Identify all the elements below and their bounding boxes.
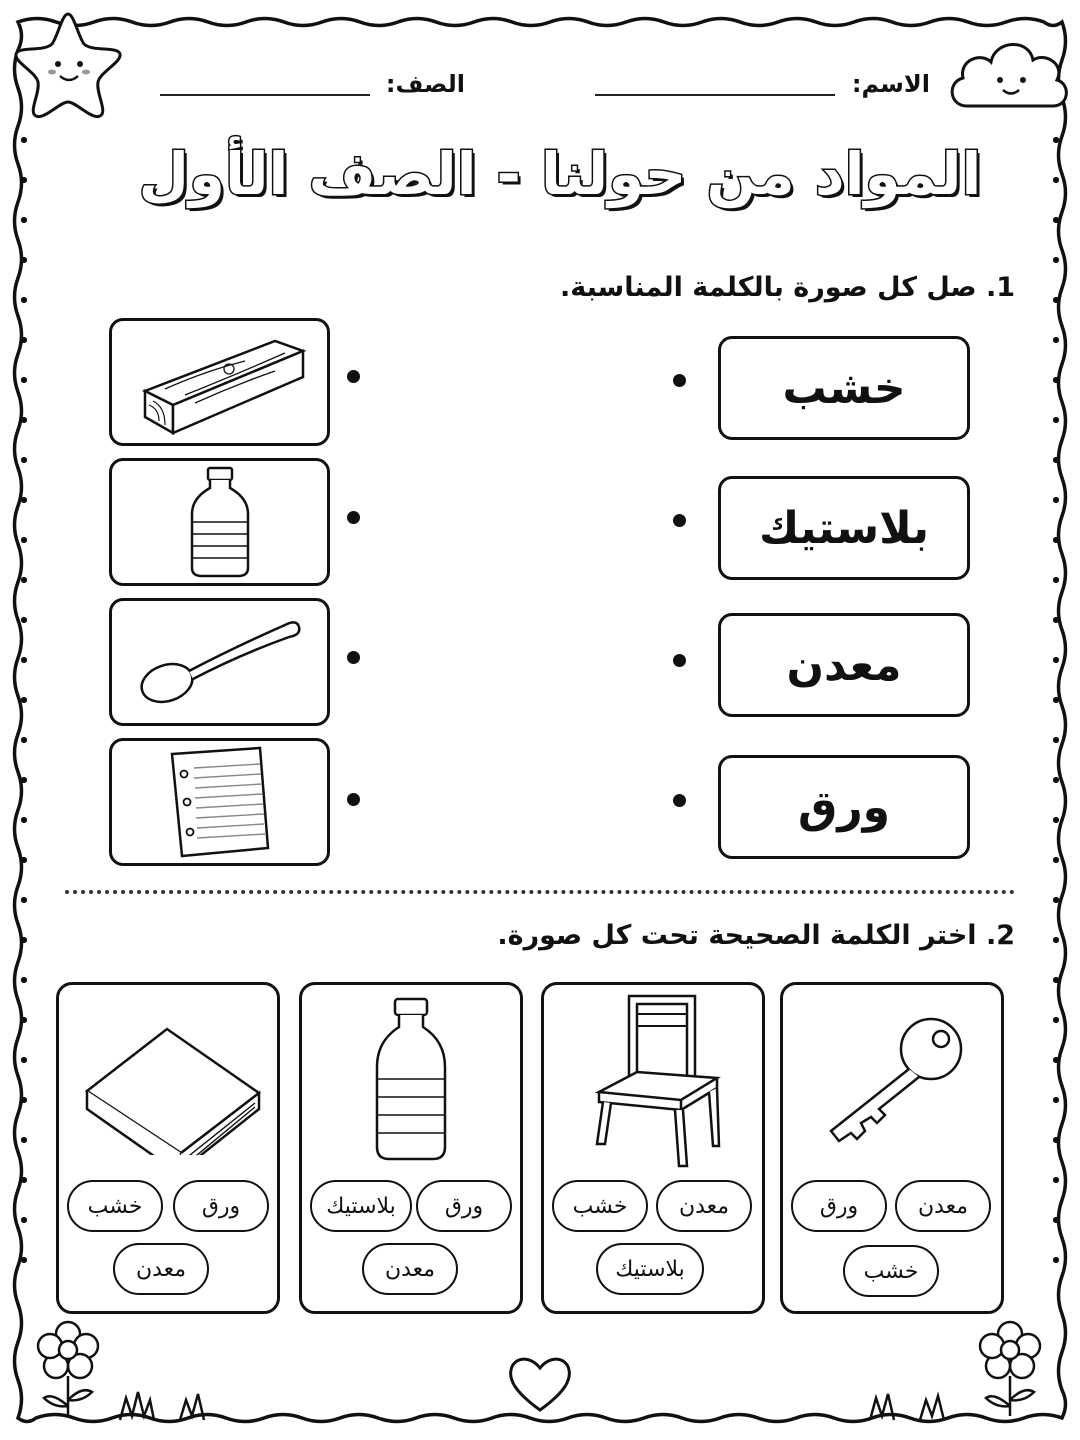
word-box-paper: ورق	[718, 755, 970, 859]
border-bead	[21, 577, 26, 582]
border-bead	[21, 1017, 26, 1022]
border-bead	[1053, 297, 1058, 302]
grass-icon	[870, 1394, 894, 1420]
flower-icon	[860, 1316, 1050, 1426]
border-bead	[1053, 137, 1058, 142]
border-bead	[1053, 1257, 1058, 1262]
match-dot-word-4[interactable]	[673, 794, 686, 807]
instruction-1: 1. صل كل صورة بالكلمة المناسبة.	[559, 272, 1015, 303]
border-bead	[21, 817, 26, 822]
match-dot-picture-2[interactable]	[347, 511, 360, 524]
option-pill[interactable]: معدن	[656, 1180, 752, 1232]
border-bead	[1053, 1217, 1058, 1222]
border-bead	[21, 497, 26, 502]
option-pill[interactable]: ورق	[791, 1180, 887, 1232]
border-bead	[1053, 377, 1058, 382]
border-bead	[1053, 1057, 1058, 1062]
name-label: الاسم:	[851, 70, 930, 98]
border-bead	[1053, 817, 1058, 822]
border-bead	[1053, 577, 1058, 582]
cloud-icon	[945, 30, 1073, 116]
option-pill[interactable]: معدن	[113, 1243, 209, 1295]
option-pill[interactable]: خشب	[552, 1180, 648, 1232]
option-pill[interactable]: ورق	[416, 1180, 512, 1232]
border-bead	[1053, 417, 1058, 422]
choice-card-key	[780, 982, 1004, 1314]
border-bead	[21, 337, 26, 342]
border-bead	[21, 897, 26, 902]
class-label: الصف:	[385, 70, 465, 98]
border-bead	[1053, 1097, 1058, 1102]
border-bead	[1053, 777, 1058, 782]
name-field[interactable]	[595, 94, 835, 96]
spoon-icon	[125, 607, 315, 717]
border-bead	[21, 857, 26, 862]
worksheet-title: المواد من حولنا - الصف الأول	[138, 140, 982, 208]
star-icon	[8, 6, 128, 124]
word-box-metal: معدن	[718, 613, 970, 717]
wood-plank-icon	[125, 327, 315, 437]
chair-icon	[583, 992, 723, 1168]
instruction-2: 2. اختر الكلمة الصحيحة تحت كل صورة.	[497, 920, 1015, 951]
border-bead	[21, 1177, 26, 1182]
choice-card-bottle	[299, 982, 523, 1314]
option-pill[interactable]: خشب	[843, 1245, 939, 1297]
border-bead	[21, 417, 26, 422]
border-bead	[1053, 257, 1058, 262]
grass-icon	[120, 1392, 154, 1420]
choice-card-book	[56, 982, 280, 1314]
border-bead	[1053, 1137, 1058, 1142]
option-pill[interactable]: ورق	[173, 1180, 269, 1232]
border-bead	[21, 257, 26, 262]
border-bead	[21, 737, 26, 742]
border-bead	[1053, 977, 1058, 982]
border-bead	[21, 1137, 26, 1142]
option-pill[interactable]: خشب	[67, 1180, 163, 1232]
border-bead	[21, 537, 26, 542]
border-bead	[1053, 177, 1058, 182]
border-bead	[21, 977, 26, 982]
border-bead	[1053, 657, 1058, 662]
border-bead	[1053, 857, 1058, 862]
border-bead	[1053, 1177, 1058, 1182]
border-bead	[21, 617, 26, 622]
picture-box-spoon	[109, 598, 330, 726]
word-box-plastic: بلاستيك	[718, 476, 970, 580]
border-bead	[1053, 497, 1058, 502]
border-bead	[21, 1217, 26, 1222]
picture-box-paper	[109, 738, 330, 866]
match-dot-word-1[interactable]	[673, 374, 686, 387]
match-dot-picture-3[interactable]	[347, 651, 360, 664]
border-bead	[1053, 697, 1058, 702]
border-bead	[21, 1057, 26, 1062]
key-icon	[807, 1005, 977, 1155]
border-bead	[1053, 617, 1058, 622]
choice-card-chair	[541, 982, 765, 1314]
flower-icon	[30, 1316, 220, 1426]
border-bead	[21, 697, 26, 702]
border-bead	[1053, 337, 1058, 342]
border-bead	[21, 1257, 26, 1262]
word-box-wood: خشب	[718, 336, 970, 440]
border-bead	[21, 777, 26, 782]
plastic-bottle-icon	[180, 464, 260, 580]
picture-box-wood	[109, 318, 330, 446]
border-bead	[21, 217, 26, 222]
border-bead	[21, 137, 26, 142]
border-bead	[1053, 1017, 1058, 1022]
border-bead	[21, 937, 26, 942]
border-bead	[1053, 937, 1058, 942]
match-dot-word-3[interactable]	[673, 654, 686, 667]
option-pill[interactable]: معدن	[895, 1180, 991, 1232]
class-field[interactable]	[160, 94, 370, 96]
border-bead	[21, 657, 26, 662]
border-bead	[21, 297, 26, 302]
border-bead	[1053, 897, 1058, 902]
border-bead	[1053, 457, 1058, 462]
section-divider	[65, 890, 1015, 894]
option-pill[interactable]: بلاستيك	[310, 1180, 412, 1232]
match-dot-picture-1[interactable]	[347, 370, 360, 383]
plastic-bottle-icon	[371, 997, 451, 1163]
border-bead	[21, 1097, 26, 1102]
picture-box-bottle	[109, 458, 330, 586]
book-icon	[73, 1005, 263, 1155]
option-pill[interactable]: معدن	[362, 1243, 458, 1295]
border-bead	[1053, 217, 1058, 222]
match-dot-word-2[interactable]	[673, 514, 686, 527]
border-bead	[21, 457, 26, 462]
heart-icon	[505, 1350, 575, 1416]
border-bead	[21, 177, 26, 182]
border-bead	[21, 377, 26, 382]
border-bead	[1053, 537, 1058, 542]
border-bead	[1053, 737, 1058, 742]
option-pill[interactable]: بلاستيك	[596, 1243, 704, 1295]
paper-sheet-icon	[160, 744, 280, 860]
match-dot-picture-4[interactable]	[347, 793, 360, 806]
